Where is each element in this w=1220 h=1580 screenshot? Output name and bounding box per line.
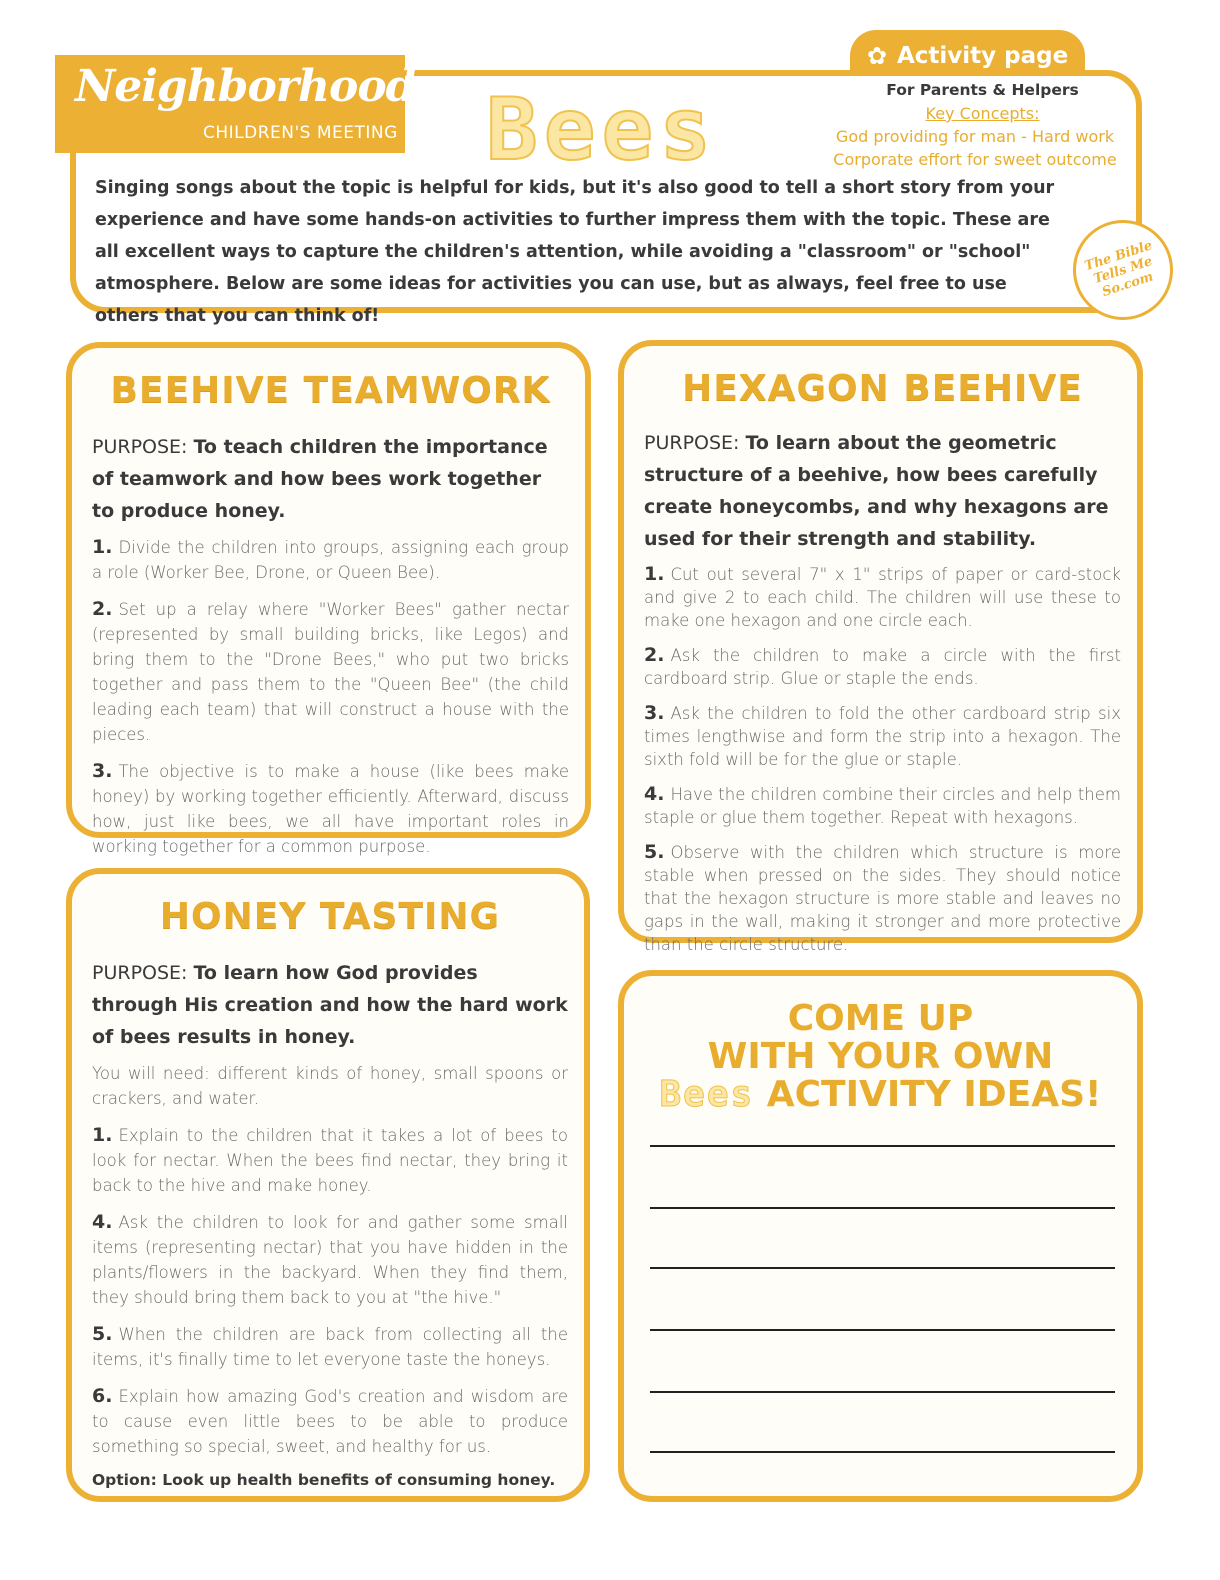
purpose-label: PURPOSE: [92, 436, 188, 458]
activity-tab-label: Activity page [896, 43, 1069, 69]
writing-line[interactable] [650, 1145, 1115, 1147]
list-item: 5. Observe with the children which structure is more stable when pressed on the sides. They should notice that the hexagon structure is more stable and leaves no gaps in the wall, making it stronger and more protective than the circle structure. [644, 841, 1121, 954]
brand-block [55, 55, 416, 153]
option-note: Option: Look up health benefits of consuming honey. [92, 1471, 556, 1489]
hexagon-beehive-title: HEXAGON BEEHIVE [682, 368, 1083, 409]
key-concept-2: Corporate effort for sweet outcome [833, 150, 1117, 169]
writing-line[interactable] [650, 1391, 1115, 1393]
key-concept-1: God providing for man - Hard work [835, 127, 1115, 146]
list-item: 4. Have the children combine their circles and help them staple or glue them together. Repeat with hexagons. [644, 783, 1121, 827]
list-item: 2. Set up a relay where "Worker Bees" gather nectar (represented by small building bricks, like Legos) and bring them to the "Drone Bees," who put two bricks together and pass them to the "Queen Bee" (the child leading each team) that will construct a house with the pieces. [92, 598, 569, 744]
beehive-teamwork-card [66, 342, 591, 856]
logo-text: The Bible Tells Me So.com [1082, 237, 1156, 300]
writing-line[interactable] [650, 1207, 1115, 1209]
beehive-teamwork-title: BEEHIVE TEAMWORK [110, 370, 551, 411]
writing-line[interactable] [650, 1329, 1115, 1331]
purpose-label: PURPOSE: [92, 962, 188, 984]
purpose-text: To learn about the geometric structure of a beehive, how bees carefully create honeycombs, and why hexagons are used for their strength and stability. [644, 432, 1109, 550]
hexagon-beehive-purpose [644, 427, 1121, 555]
list-item: 2. Ask the children to make a circle with the first cardboard strip. Glue or staple the ends. [644, 644, 1121, 688]
purpose-label: PURPOSE: [644, 432, 740, 454]
list-item: 3. Ask the children to fold the other cardboard strip six times lengthwise and form the strip into a hexagon. The sixth fold will be for the glue or staple. [644, 702, 1121, 769]
key-concepts-label: Key Concepts: [925, 104, 1040, 123]
list-item: 3. The objective is to make a house (like bees make honey) by working together efficiently. Afterward, discuss how, just like bees, we all have important roles in working together for a common purpose. [92, 760, 569, 856]
list-item: 6. Explain how amazing God's creation and wisdom are to cause even little bees to be able to produce something so special, sweet, and healthy for us. [92, 1385, 568, 1456]
list-item: 1. Cut out several 7" x 1" strips of paper or card-stock and give 2 to each child. The children will use these to make one hexagon and one circle each. [644, 563, 1121, 630]
list-item: 1. Explain to the children that it takes a lot of bees to look for nectar. When the bees find nectar, they bring it back to the hive and make honey. [92, 1124, 568, 1195]
for-parents: For Parents & Helpers [886, 81, 1079, 99]
you-will-need: You will need: different kinds of honey, small spoons or crackers, and water. [92, 1064, 568, 1108]
beehive-teamwork-purpose [92, 431, 569, 527]
hexagon-beehive-card [618, 340, 1143, 954]
list-item: 1. Divide the children into groups, assigning each group a role (Worker Bee, Drone, or Queen Bee). [92, 536, 569, 582]
writing-line[interactable] [650, 1451, 1115, 1453]
honey-tasting-card [66, 868, 590, 1502]
purpose-text: To learn how God provides through His creation and how the hard work of bees results in honey. [92, 962, 568, 1048]
own-ideas-activity: ACTIVITY IDEAS! [766, 1074, 1102, 1115]
topic-title: Bees [486, 80, 718, 180]
own-ideas-line2: WITH YOUR OWN [707, 1036, 1054, 1077]
own-ideas-line1: COME UP [787, 998, 974, 1039]
honey-tasting-purpose [92, 957, 568, 1053]
list-item: 4. Ask the children to look for and gather some small items (representing nectar) that you have hidden in the plants/flowers in the backyard. When they find them, they should bring them back to you at "the hive." [92, 1211, 568, 1307]
own-ideas-bees: Bees [659, 1074, 755, 1115]
flower-icon: ✿ [866, 42, 887, 70]
honey-tasting-title: HONEY TASTING [159, 896, 501, 937]
brand-title: Neighborhood [75, 61, 416, 112]
own-ideas-line3 [618, 1074, 1143, 1115]
purpose-text: To teach children the importance of teamwork and how bees work together to produce honey. [92, 436, 548, 522]
list-item: 5. When the children are back from collecting all the items, it's finally time to let everyone taste the honeys. [92, 1323, 568, 1369]
writing-line[interactable] [650, 1267, 1115, 1269]
intro-text: Singing songs about the topic is helpful for kids, but it's also good to tell a short story from your experience and have some hands-on activities to further impress them with the topic. These are all excellent ways to capture the children's attention, while avoiding a "classroom" or "school" atmosphere. Below are some ideas for activities you can use, but as always, feel free to use others that you can think of! [95, 178, 1055, 326]
brand-subtitle: CHILDREN'S MEETING [203, 123, 398, 143]
